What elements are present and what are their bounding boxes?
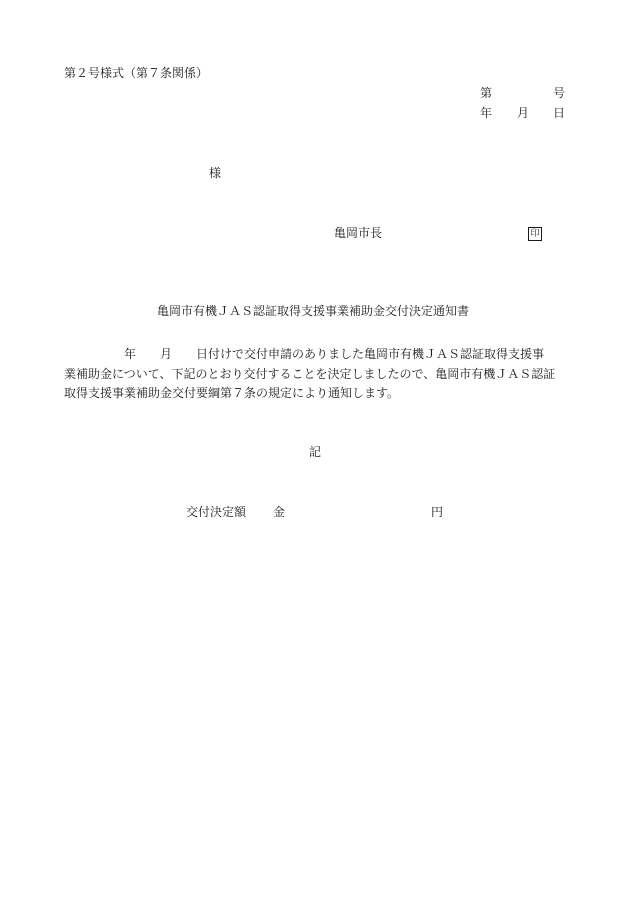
seal-mark: 印 (528, 227, 542, 241)
date-year-label: 年 (480, 106, 493, 120)
body-paragraph (64, 345, 574, 404)
body-line: 業補助金について、下記のとおり交付することを決定しましたので、亀岡市有機ＪＡＳ認証 (64, 366, 556, 381)
amount-unit: 円 (431, 505, 444, 519)
body-line: 取得支援事業補助金交付要綱第７条の規定により通知します。 (64, 386, 400, 400)
ki-heading: 記 (309, 445, 322, 459)
amount-label: 交付決定額 (186, 505, 247, 519)
form-number: 第２号様式（第７条関係） (64, 66, 209, 80)
date-day-label: 日 (553, 106, 566, 120)
document-title: 亀岡市有機ＪＡＳ認証取得支援事業補助金交付決定通知書 (157, 304, 470, 318)
amount-prefix: 金 (273, 505, 286, 519)
document-number-prefix: 第 (480, 86, 493, 100)
sender-title: 亀岡市長 (334, 226, 383, 240)
body-line: 年 月 日付けで交付申請のありました亀岡市有機ＪＡＳ認証取得支援事 (64, 347, 545, 361)
document-number-suffix: 号 (553, 86, 566, 100)
date-month-label: 月 (517, 106, 530, 120)
addressee-suffix: 様 (209, 166, 222, 180)
